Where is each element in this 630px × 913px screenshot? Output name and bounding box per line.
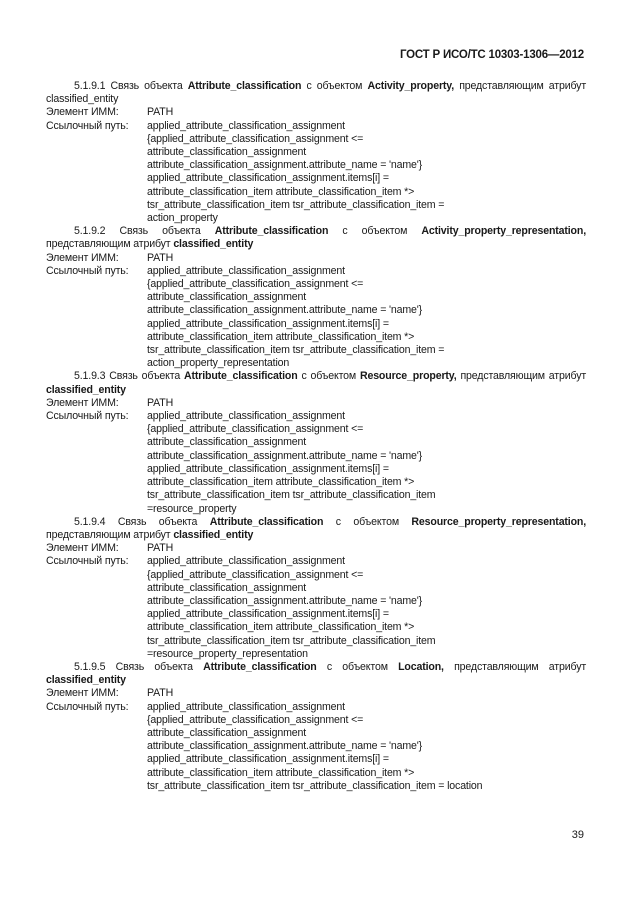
element-value: PATH — [147, 106, 174, 119]
path-row — [46, 120, 586, 226]
path-line: attribute_classification_assignment.attribute_name = 'name'} — [147, 449, 423, 462]
target-entity-name: Resource_property, — [359, 370, 457, 383]
path-line: attribute_classification_item attribute_classification_item *> — [147, 621, 415, 634]
page-number: 39 — [571, 829, 584, 841]
path-line: applied_attribute_classification_assignment.items[i] = — [147, 753, 389, 766]
path-line: attribute_classification_assignment — [147, 726, 307, 739]
path-line: tsr_attribute_classification_item tsr_attribute_classification_item = — [147, 198, 445, 211]
path-line: applied_attribute_classification_assignment — [147, 119, 345, 132]
path-line: {applied_attribute_classification_assignment <= — [147, 713, 364, 726]
path-label: Ссылочный путь: — [46, 410, 129, 423]
heading-text: Связь объекта — [115, 660, 193, 673]
path-line: applied_attribute_classification_assignment.items[i] = — [147, 462, 389, 475]
attribute-name: classified_entity — [46, 383, 126, 396]
heading-text: с объектом — [335, 515, 399, 528]
target-entity-name: Location, — [398, 660, 444, 673]
path-line: applied_attribute_classification_assignment — [147, 555, 345, 568]
path-line: attribute_classification_assignment.attribute_name = 'name'} — [147, 594, 423, 607]
path-line: tsr_attribute_classification_item tsr_attribute_classification_item = — [147, 344, 445, 357]
path-line: attribute_classification_assignment.attribute_name = 'name'} — [147, 304, 423, 317]
path-line: attribute_classification_item attribute_classification_item *> — [147, 766, 415, 779]
heading-text: Связь объекта — [119, 225, 201, 238]
element-value: PATH — [147, 251, 174, 264]
element-row — [46, 687, 586, 700]
attribute-name: classified_entity — [46, 674, 126, 687]
heading-text: с объектом — [306, 80, 363, 92]
section — [46, 661, 586, 793]
entity-name: Attribute_classification — [184, 370, 298, 383]
path-line: {applied_attribute_classification_assignment <= — [147, 568, 364, 581]
element-row — [46, 106, 586, 119]
path-line: {applied_attribute_classification_assignment <= — [147, 278, 364, 291]
path-label: Ссылочный путь: — [46, 700, 129, 713]
element-label: Элемент ИММ: — [46, 542, 119, 555]
element-value: PATH — [147, 396, 174, 409]
path-line: applied_attribute_classification_assignment.items[i] = — [147, 608, 389, 621]
heading-text: представляющим атрибут — [454, 660, 587, 673]
path-line: action_property_representation — [147, 357, 290, 370]
path-line: applied_attribute_classification_assignment — [147, 410, 345, 423]
path-lines — [147, 555, 586, 661]
heading-text: с объектом — [342, 225, 408, 238]
path-row — [46, 265, 586, 371]
path-line: attribute_classification_assignment.attribute_name = 'name'} — [147, 740, 423, 753]
path-line: applied_attribute_classification_assignment.items[i] = — [147, 317, 389, 330]
entity-name: Attribute_classification — [209, 515, 324, 528]
entity-name: Attribute_classification — [214, 225, 329, 238]
section — [46, 516, 586, 661]
path-line: attribute_classification_item attribute_classification_item *> — [147, 185, 415, 198]
path-line: attribute_classification_assignment — [147, 291, 307, 304]
section-number: 5.1.9.5 — [74, 660, 106, 673]
section-heading — [46, 80, 586, 106]
path-lines — [147, 701, 586, 793]
path-row — [46, 555, 586, 661]
section-heading — [46, 516, 586, 542]
path-line: attribute_classification_assignment — [147, 436, 307, 449]
path-line: attribute_classification_item attribute_classification_item *> — [147, 476, 415, 489]
path-lines — [147, 120, 586, 226]
path-line: tsr_attribute_classification_item tsr_attribute_classification_item — [147, 634, 436, 647]
path-line: attribute_classification_item attribute_classification_item *> — [147, 330, 415, 343]
section-number: 5.1.9.2 — [74, 225, 106, 238]
entity-name: Attribute_classification — [187, 80, 302, 92]
path-line: tsr_attribute_classification_item tsr_attribute_classification_item — [147, 489, 436, 502]
target-entity-name: Activity_property_representation, — [421, 225, 586, 238]
section-heading — [46, 661, 586, 687]
element-value: PATH — [147, 687, 174, 700]
heading-text: представляющим атрибут classified_entity — [46, 80, 587, 106]
path-row — [46, 410, 586, 516]
heading-text: представляющим атрибут — [460, 370, 587, 383]
path-lines — [147, 410, 586, 516]
heading-text: с объектом — [301, 370, 357, 383]
path-line: =resource_property_representation — [147, 647, 308, 660]
path-line: =resource_property — [147, 502, 237, 515]
path-line: attribute_classification_assignment — [147, 146, 307, 159]
path-label: Ссылочный путь: — [46, 264, 129, 277]
path-line: {applied_attribute_classification_assignment <= — [147, 423, 364, 436]
path-line: attribute_classification_assignment — [147, 581, 307, 594]
heading-text: Связь объекта — [109, 370, 181, 383]
target-entity-name: Activity_property, — [367, 80, 455, 92]
path-line: {applied_attribute_classification_assignment <= — [147, 132, 364, 145]
element-row — [46, 397, 586, 410]
element-row — [46, 252, 586, 265]
element-label: Элемент ИММ: — [46, 251, 119, 264]
heading-text: Связь объекта — [117, 515, 198, 528]
section-number: 5.1.9.1 — [74, 80, 106, 92]
path-line: action_property — [147, 212, 218, 225]
entity-name: Attribute_classification — [203, 660, 317, 673]
element-value: PATH — [147, 542, 174, 555]
section-number: 5.1.9.3 — [74, 370, 106, 383]
document-header: ГОСТ Р ИСО/ТС 10303-1306—2012 — [399, 49, 584, 61]
section-heading — [46, 370, 586, 396]
element-row — [46, 542, 586, 555]
attribute-name: classified_entity — [173, 238, 254, 251]
section — [46, 225, 586, 370]
path-label: Ссылочный путь: — [46, 119, 129, 132]
path-line: applied_attribute_classification_assignment.items[i] = — [147, 172, 389, 185]
heading-text: представляющим атрибут — [46, 528, 171, 541]
section-heading — [46, 225, 586, 251]
path-lines — [147, 265, 586, 371]
attribute-name: classified_entity — [173, 528, 254, 541]
document-body — [46, 80, 586, 793]
section — [46, 80, 586, 225]
heading-text: представляющим атрибут — [46, 238, 171, 251]
path-row — [46, 701, 586, 793]
path-line: attribute_classification_assignment.attribute_name = 'name'} — [147, 159, 423, 172]
heading-text: с объектом — [326, 660, 388, 673]
heading-text: Связь объекта — [110, 80, 183, 92]
target-entity-name: Resource_property_representation, — [411, 515, 587, 528]
element-label: Элемент ИММ: — [46, 396, 119, 409]
element-label: Элемент ИММ: — [46, 106, 119, 119]
path-label: Ссылочный путь: — [46, 555, 129, 568]
path-line: tsr_attribute_classification_item tsr_attribute_classification_item = location — [147, 779, 483, 792]
path-line: applied_attribute_classification_assignment — [147, 700, 345, 713]
section-number: 5.1.9.4 — [74, 515, 106, 528]
element-label: Элемент ИММ: — [46, 687, 119, 700]
path-line: applied_attribute_classification_assignment — [147, 264, 345, 277]
section — [46, 370, 586, 515]
